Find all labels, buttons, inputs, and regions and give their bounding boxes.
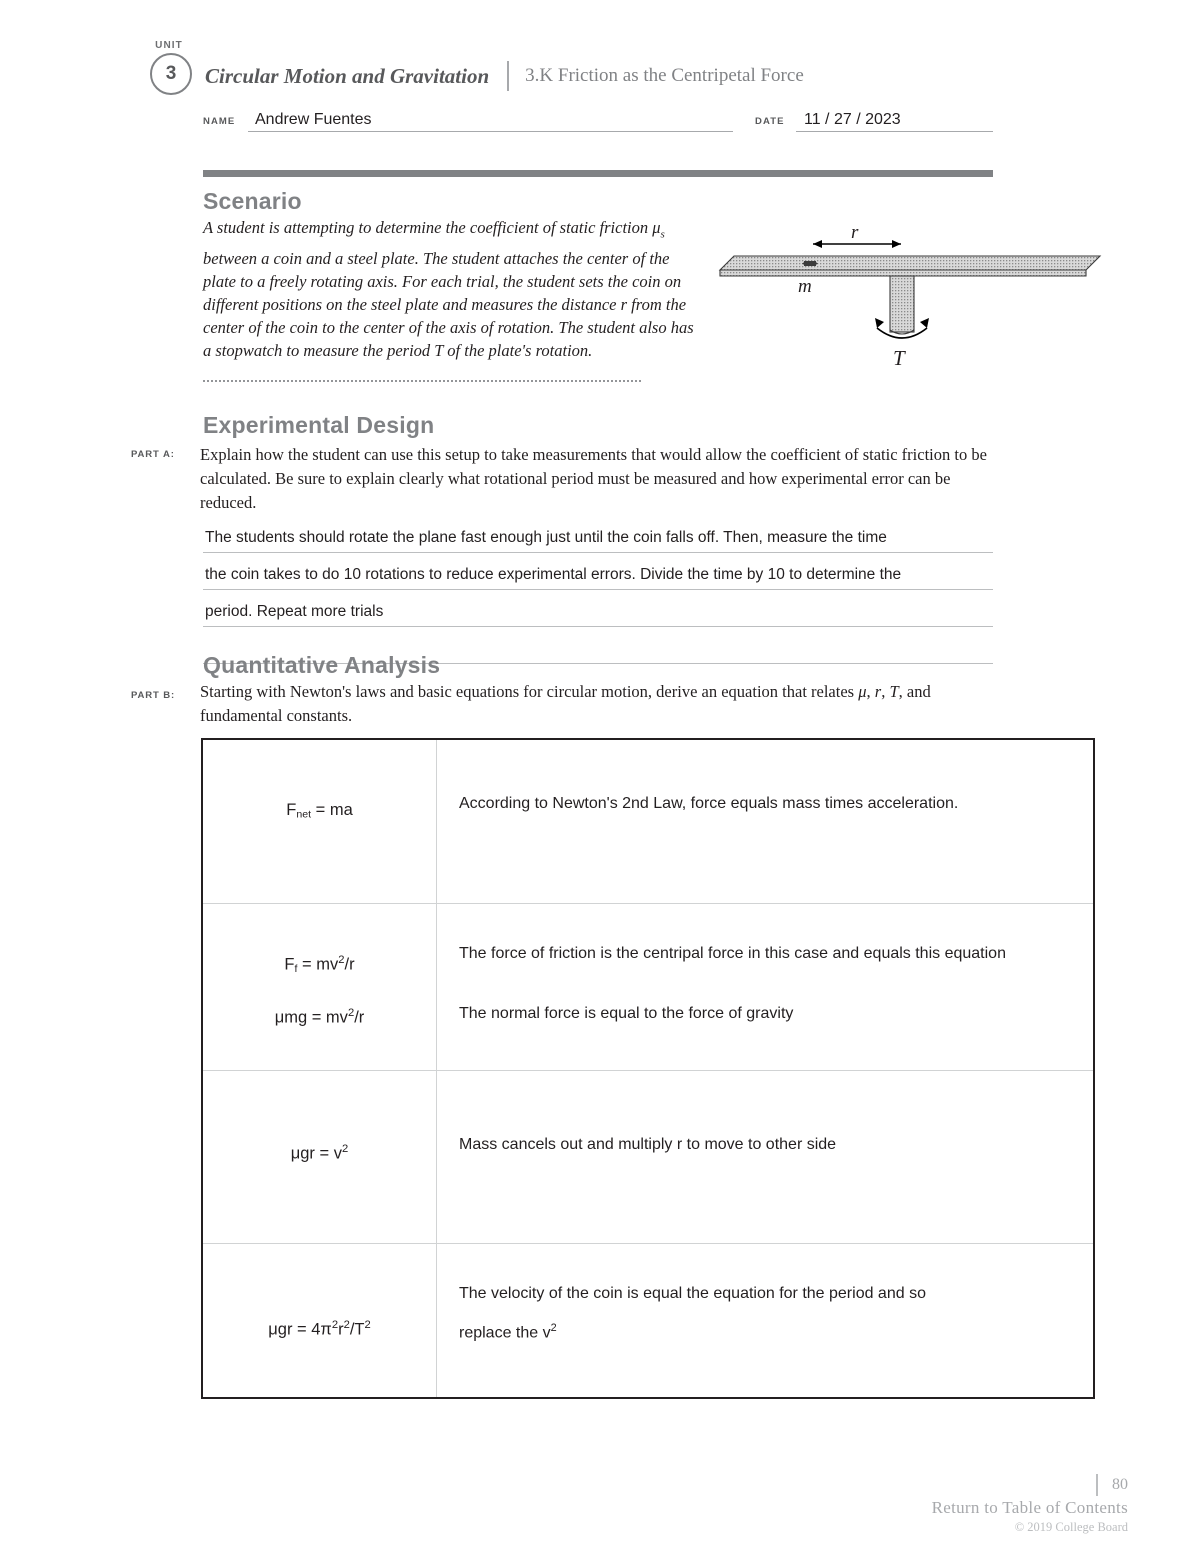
name-date-row: [203, 106, 993, 132]
quantitative-analysis-heading: Quantitative Analysis: [203, 652, 441, 678]
equation-cell[interactable]: [203, 1244, 437, 1397]
diagram-mass-label: m: [798, 276, 812, 297]
equation-cell[interactable]: [203, 740, 437, 903]
document-title-row: [205, 60, 804, 92]
name-label: NAME: [203, 116, 236, 127]
unit-word: UNIT: [155, 40, 183, 51]
explanation-text: The normal force is equal to the force of gravity: [459, 1005, 794, 1023]
scenario-heading: Scenario: [203, 188, 302, 214]
name-value: Andrew Fuentes: [255, 111, 372, 128]
page-number: 80: [1112, 1476, 1128, 1493]
experimental-design-heading: Experimental Design: [203, 412, 435, 438]
part-b-label: PART B:: [131, 690, 176, 701]
answer-line[interactable]: [203, 590, 993, 627]
coin-mass: [802, 261, 818, 266]
table-row: [203, 1244, 1093, 1397]
equation-text: $\mu gr = v^2$: [290, 1142, 349, 1163]
diagram-svg: [712, 212, 1104, 372]
answer-line-text: period. Repeat more trials: [205, 603, 384, 620]
table-row: [203, 740, 1093, 904]
explanation-cell[interactable]: [437, 740, 1093, 903]
copyright-notice: © 2019 College Board: [1014, 1520, 1128, 1534]
page-subtitle: 3.K Friction as the Centripetal Force: [525, 65, 804, 86]
equation-cell[interactable]: [203, 904, 437, 1070]
answer-line[interactable]: [203, 516, 993, 553]
diagram-period-label: T: [893, 346, 905, 370]
part-a-answer-area[interactable]: [203, 516, 993, 664]
explanation-cell[interactable]: [437, 904, 1093, 1070]
rotation-axis-rod: [890, 276, 914, 334]
header-divider-rule: [203, 170, 993, 177]
answer-line-text: the coin takes to do 10 rotations to reduce experimental errors. Divide the time by 10 to determine the: [205, 566, 902, 583]
equation-text: $F_f = mv^2/r$: [284, 954, 355, 975]
diagram-radius-label: r: [851, 222, 859, 243]
footer-page-row: [932, 1474, 1128, 1496]
date-label: DATE: [755, 116, 785, 127]
equation-text: $F_{net}$ = ma: [286, 801, 353, 821]
explanation-text: The velocity of the coin is equal the equation for the period and so: [459, 1285, 926, 1302]
scenario-dotted-divider: [203, 380, 641, 382]
part-a-label: PART A:: [131, 449, 175, 460]
explanation-cell[interactable]: [437, 1244, 1093, 1397]
equation-text: $\mu mg = mv^2/r$: [274, 1007, 365, 1027]
date-value: 11 / 27 / 2023: [804, 111, 901, 128]
table-row: [203, 904, 1093, 1071]
equation-text: $\mu gr = 4\pi^2r^2/T^2$: [268, 1319, 371, 1339]
equation-cell[interactable]: [203, 1071, 437, 1243]
explanation-cell[interactable]: [437, 1071, 1093, 1243]
explanation-text: According to Newton's 2nd Law, force equals mass times acceleration.: [459, 795, 959, 812]
footer-divider-bar: [1096, 1474, 1098, 1496]
derivation-table: [201, 738, 1095, 1399]
rotating-plate-diagram: [712, 212, 1104, 372]
steel-plate: [720, 256, 1100, 276]
scenario-body: A student is attempting to determine the coefficient of static friction $\mu_s$ between a coin and a steel plate. The student attaches the center of the plate to a freely rotating axis. For each trial, the student sets the coin on different positions on the steel plate and measures the distance r from the center of the coin to the center of the axis of rotation. The student also has a stopwatch to measure the period T of the plate's rotation.: [203, 218, 694, 361]
table-row: [203, 1071, 1093, 1244]
unit-badge: [140, 40, 202, 95]
page-title: Circular Motion and Gravitation: [205, 63, 490, 88]
explanation-text: The force of friction is the centripal force in this case and equals this equation: [459, 945, 1006, 963]
answer-line[interactable]: [203, 553, 993, 590]
page-footer: [932, 1474, 1128, 1535]
part-a-prompt: Explain how the student can use this setup to take measurements that would allow the coefficient of static friction to be calculated. Be sure to explain clearly what rotational period must be measured and how experimental error can be reduced.: [200, 445, 987, 512]
unit-number: 3: [150, 53, 192, 95]
answer-line-text: The students should rotate the plane fast enough just until the coin falls off. Then, measure the time: [205, 529, 887, 546]
return-to-toc-link[interactable]: Return to Table of Contents: [931, 1498, 1128, 1517]
explanation-text: Mass cancels out and multiply r to move to other side: [459, 1136, 837, 1153]
explanation-text: replace the $v^2$: [459, 1322, 557, 1342]
part-b-prompt: Starting with Newton's laws and basic equations for circular motion, derive an equation that relates μ, r, T, and fundamental constants.: [200, 682, 931, 725]
title-divider: [507, 61, 509, 91]
